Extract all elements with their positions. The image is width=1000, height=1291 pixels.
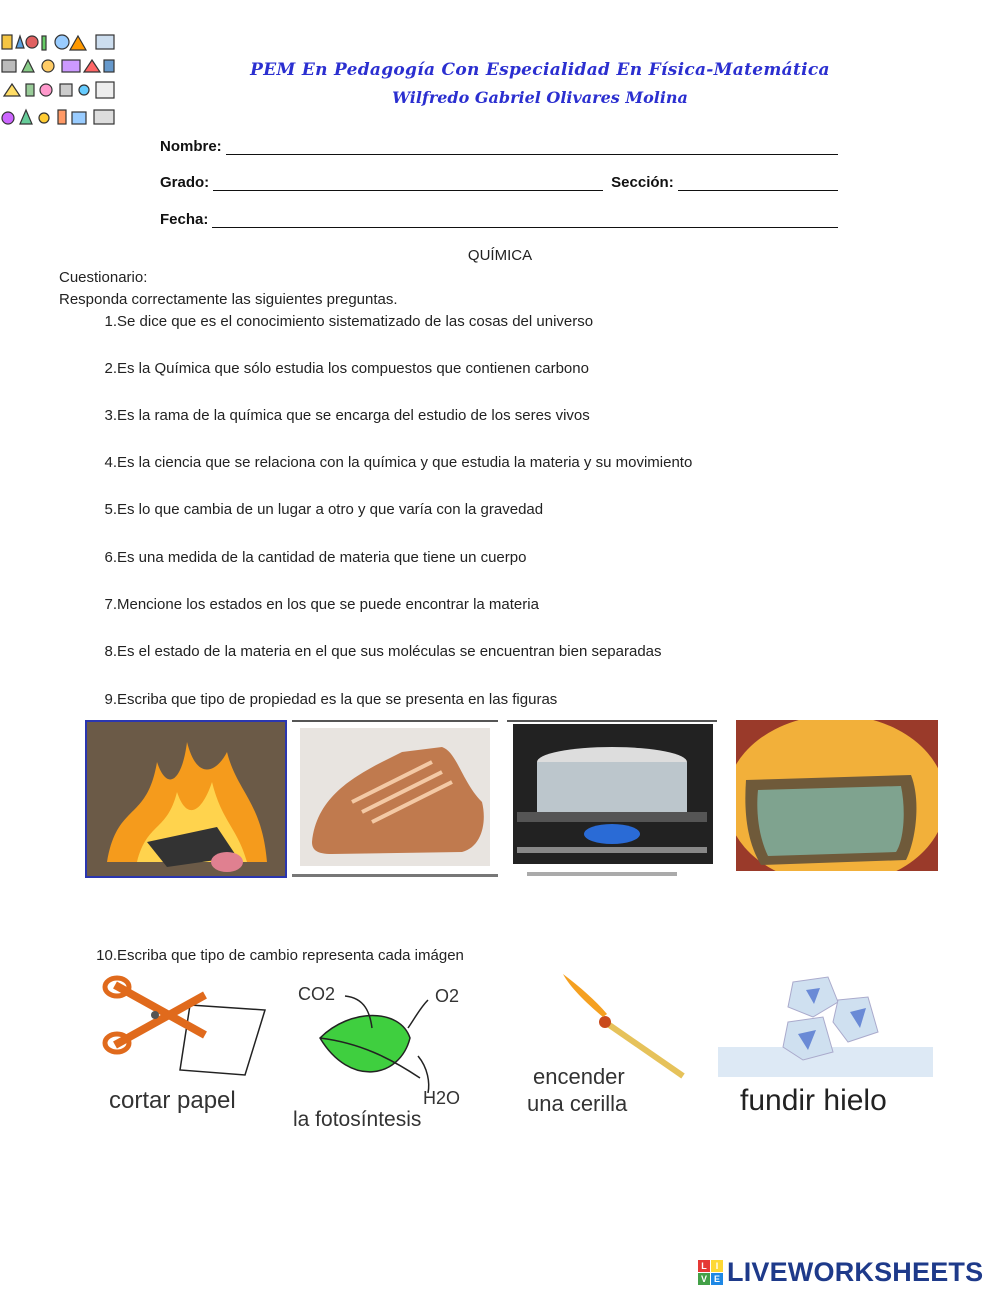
question-text: Es la Química que sólo estudia los compuestos que contienen carbono — [117, 360, 589, 377]
questionnaire-label: Cuestionario: — [59, 269, 148, 286]
date-input-line[interactable] — [212, 213, 838, 228]
question-number: 4. — [104, 454, 117, 471]
brand-badge-letter: E — [711, 1273, 723, 1285]
name-input-line[interactable] — [226, 140, 838, 155]
instruction-text: Responda correctamente las siguientes preguntas. — [59, 291, 398, 308]
co2-label: CO2 — [298, 984, 336, 1004]
question-number: 9. — [104, 691, 117, 708]
question-number: 1. — [104, 313, 117, 330]
question-text: Es lo que cambia de un lugar a otro y que varía con la gravedad — [117, 501, 544, 518]
moldy-bread-image — [736, 720, 938, 871]
grade-section-field — [160, 174, 838, 191]
question-item — [88, 360, 589, 377]
question-text: Es la ciencia que se relaciona con la química y que estudia la materia y su movimiento — [117, 454, 693, 471]
o2-label: O2 — [435, 986, 460, 1006]
question-item — [88, 407, 590, 424]
photosynthesis-label: la fotosíntesis — [293, 1108, 422, 1131]
melt-ice-label: fundir hielo — [740, 1084, 887, 1117]
question-text: Es el estado de la materia en el que sus moléculas se encuentran bien separadas — [117, 643, 662, 660]
brand-badge-letter: L — [698, 1260, 710, 1272]
question-item — [88, 549, 527, 566]
subject-heading: QUÍMICA — [467, 247, 533, 264]
section-label: Sección: — [611, 174, 674, 191]
question-number: 3. — [104, 407, 117, 424]
question-item — [88, 501, 544, 518]
question-item — [88, 454, 693, 471]
question-text: Es una medida de la cantidad de materia que tiene un cuerpo — [117, 549, 527, 566]
question-number: 5. — [104, 501, 117, 518]
name-field — [160, 138, 838, 155]
name-label: Nombre: — [160, 138, 222, 155]
light-match-image — [525, 972, 695, 1122]
question-number: 10. — [96, 947, 117, 964]
header-author: Wilfredo Gabriel Olivares Molina — [392, 88, 688, 107]
question-item — [88, 596, 539, 613]
question-text: Escriba que tipo de cambio representa cada imágen — [117, 947, 464, 964]
brand-badge-letter: I — [711, 1260, 723, 1272]
boiling-water-image — [507, 720, 717, 880]
brand-badge-letter: V — [698, 1273, 710, 1285]
question-text: Es la rama de la química que se encarga del estudio de los seres vivos — [117, 407, 590, 424]
question-text: Mencione los estados en los que se puede encontrar la materia — [117, 596, 539, 613]
copper-shoe-image — [292, 720, 498, 877]
question-item — [88, 643, 662, 660]
question-number: 6. — [104, 549, 117, 566]
date-label: Fecha: — [160, 211, 209, 228]
brand-name: LIVEWORKSHEETS — [727, 1257, 984, 1287]
match-label-line1: encender — [533, 1064, 625, 1089]
header-title: PEM En Pedagogía Con Especialidad En Física-Matemática — [250, 60, 830, 80]
cut-paper-image — [95, 975, 275, 1125]
question-number: 2. — [104, 360, 117, 377]
question-number: 8. — [104, 643, 117, 660]
question-text: Se dice que es el conocimiento sistematizado de las cosas del universo — [117, 313, 594, 330]
match-label-line2: una cerilla — [527, 1091, 628, 1116]
brand-logo-icon — [698, 1260, 723, 1285]
melt-ice-image — [718, 972, 933, 1127]
burning-paper-image — [85, 720, 287, 878]
h2o-label: H2O — [423, 1088, 461, 1108]
question-item — [88, 313, 594, 330]
liveworksheets-brand[interactable] — [698, 1257, 983, 1288]
question-text: Escriba que tipo de propiedad es la que se presenta en las figuras — [117, 691, 558, 708]
question-number: 7. — [104, 596, 117, 613]
section-input-line[interactable] — [678, 176, 838, 191]
date-field — [160, 211, 838, 228]
photosynthesis-image — [290, 978, 480, 1138]
grade-label: Grado: — [160, 174, 210, 191]
cut-paper-label: cortar papel — [109, 1087, 236, 1114]
question-item — [88, 691, 558, 708]
grade-input-line[interactable] — [213, 176, 603, 191]
question-item — [88, 947, 464, 964]
science-icons-logo — [0, 30, 120, 130]
